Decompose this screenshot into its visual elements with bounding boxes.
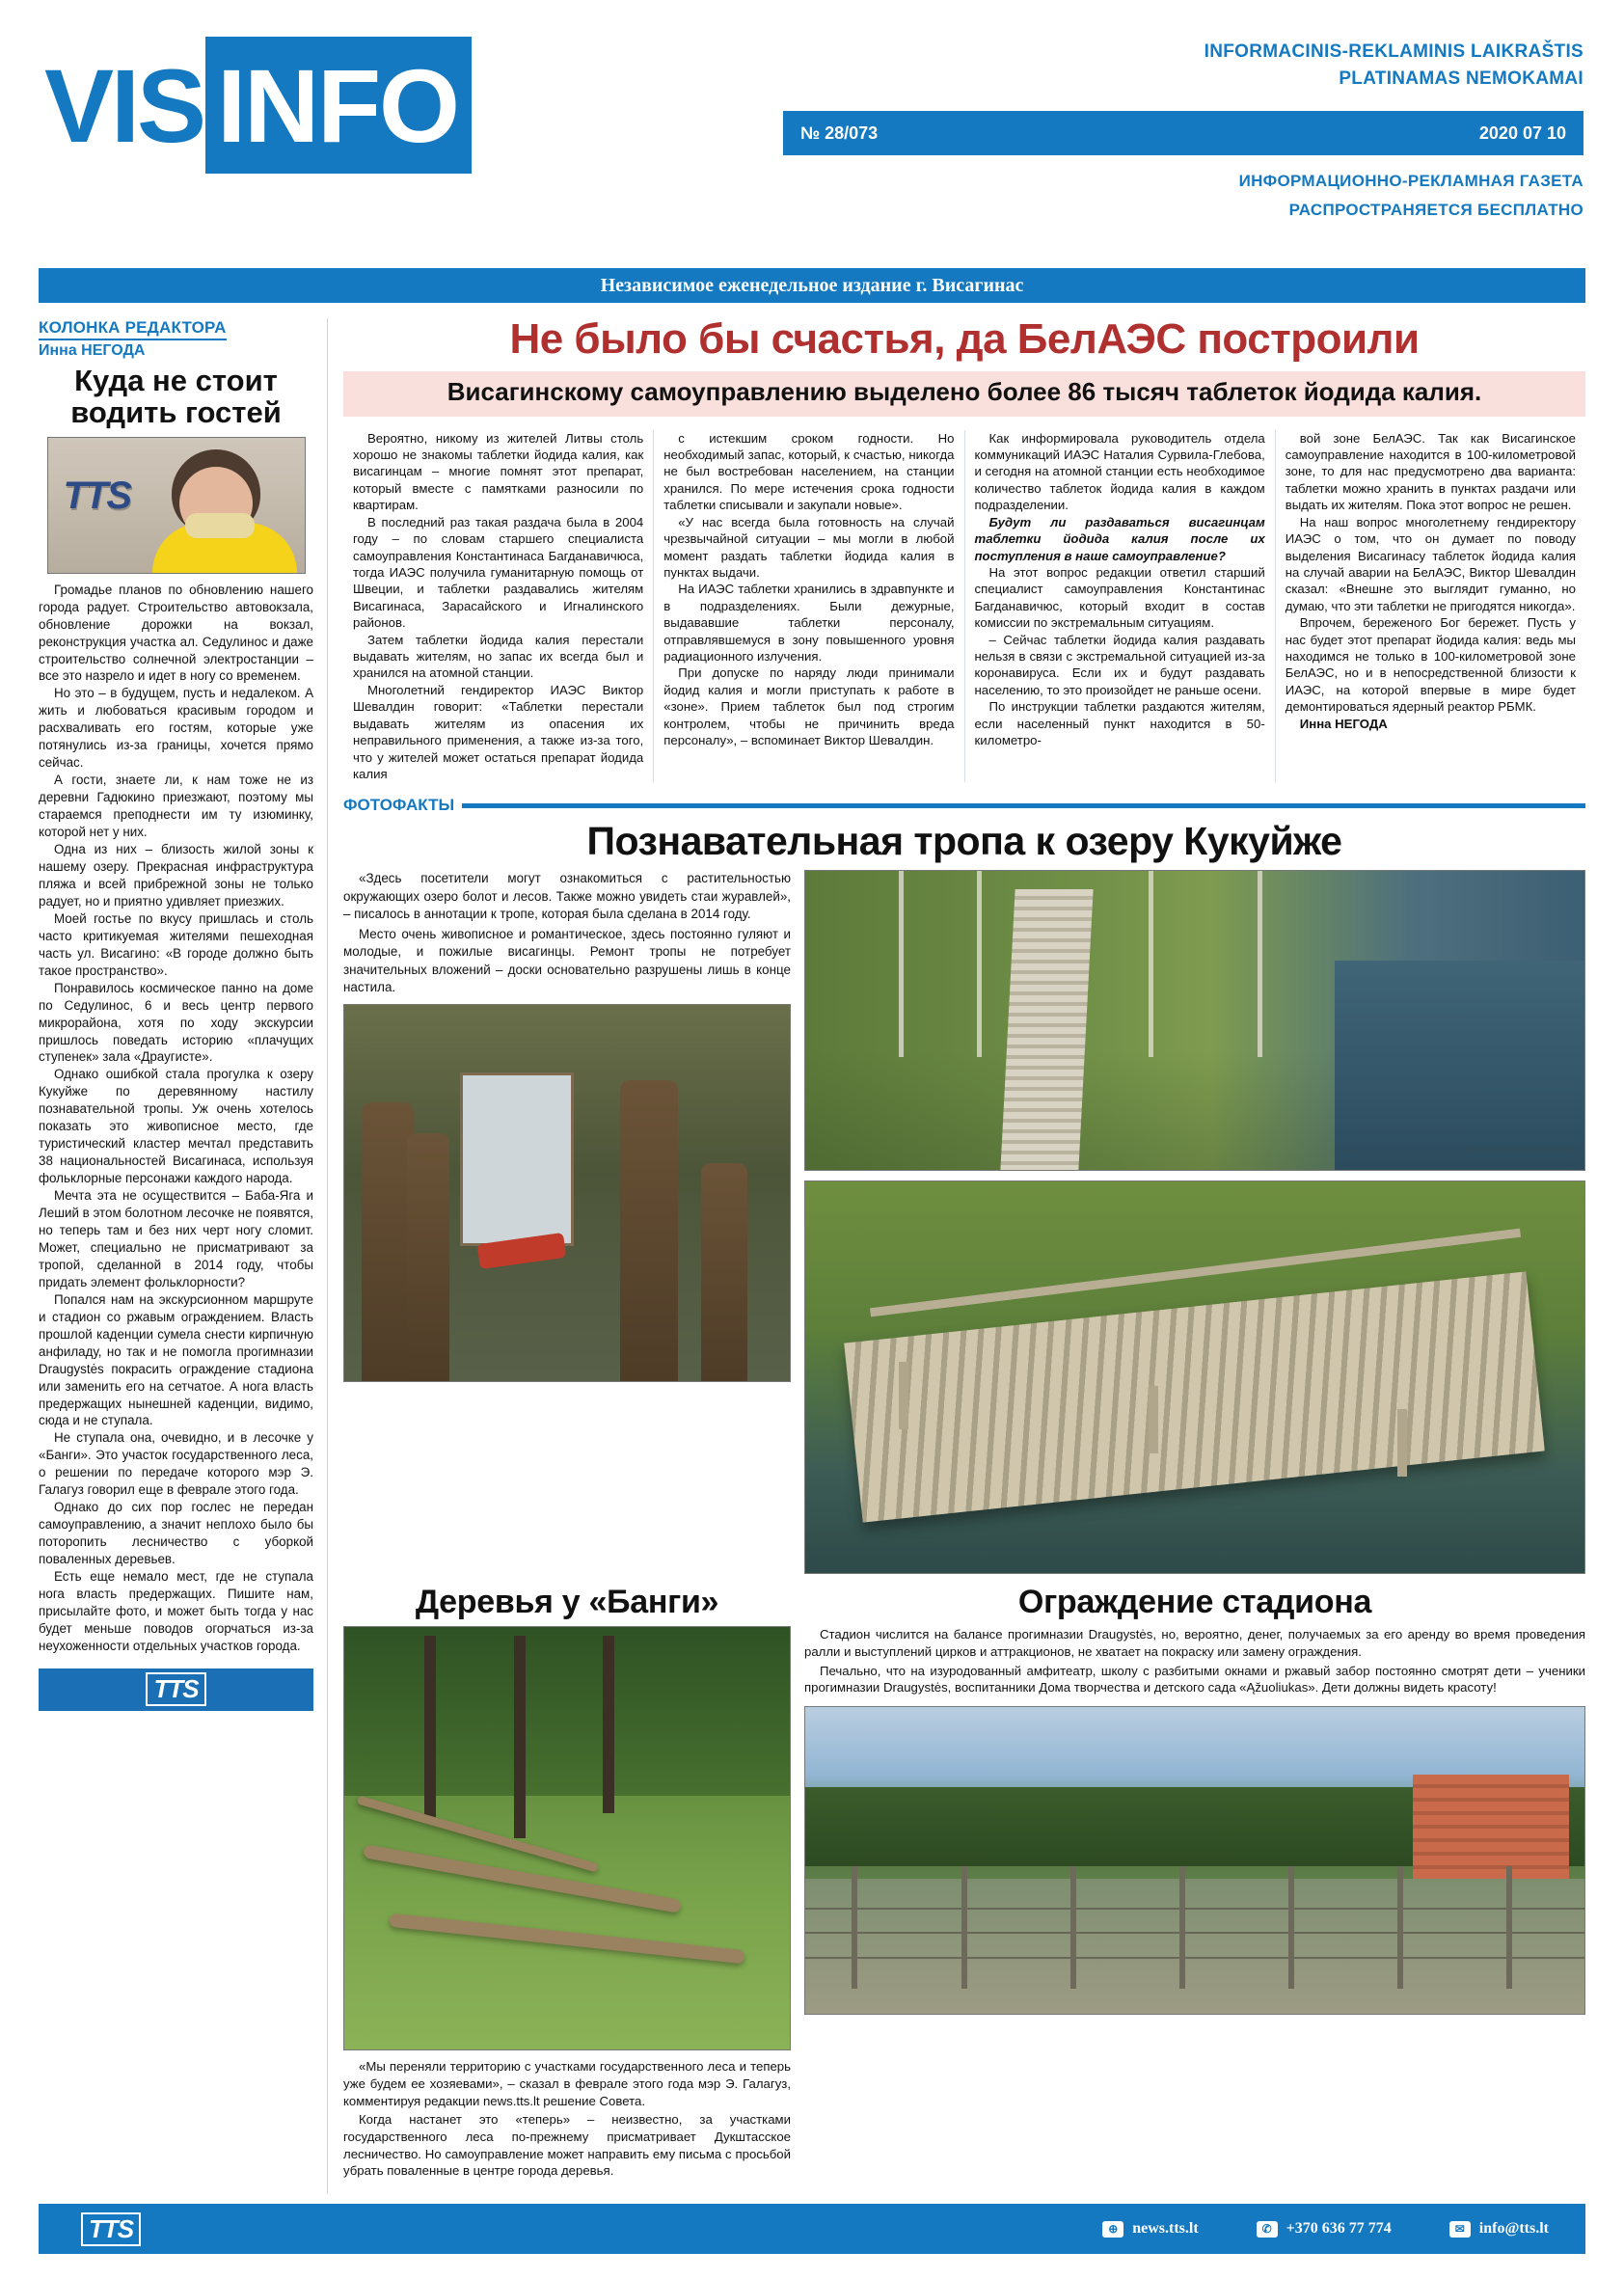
bridge-post xyxy=(1397,1409,1407,1477)
article-column-1 xyxy=(343,430,653,783)
editor-paragraph: Попался нам на экскурсионном маршруте и стадион со ржавым ограждением. Власть прошлой каденции сумела снести кирпичную анфиладу, но так и не помогла прогимназии Draugystės покрасить ограждение стадиона или заменить его на сетчатое. А нога власть предержащих нынешней каденции, видимо, сюда и не ступала. xyxy=(39,1291,313,1428)
fence-post xyxy=(1397,1866,1403,1989)
footer-website-label: news.tts.lt xyxy=(1132,2220,1199,2237)
masthead-ru-line1: ИНФОРМАЦИОННО-РЕКЛАМНАЯ ГАЗЕТА xyxy=(1238,172,1583,191)
article-paragraph: Как информировала руководитель отдела коммуникаций ИАЭС Наталия Сурвила-Глебова, и сегодня на атомной станции есть необходимое количество таблеток йодида калия в каждом подразделении. xyxy=(974,430,1265,513)
tagline-bar: Независимое еженедельное издание г. Висагинас xyxy=(39,268,1585,303)
editor-paragraph: Есть еще немало мест, где не ступала нога власть предержащих. Пишите нам, присылайте фото, и может быть тогда у нас будет меньше поводов огорчаться из-за неухоженности отдельных участков города. xyxy=(39,1569,313,1653)
fence-wire xyxy=(805,1932,1584,1934)
article-signature: Инна НЕГОДА xyxy=(1299,716,1388,731)
lake-water xyxy=(1335,961,1584,1170)
boardwalk-path xyxy=(1000,889,1093,1170)
editor-paragraph: Понравилось космическое панно на доме по Седулинос, 6 и весь центр первого микрорайона, хотя по ходу экскурсии пришлось поведать историю «плачущих ступенек» зала «Драугисте». xyxy=(39,980,313,1065)
page-footer xyxy=(39,2204,1585,2254)
masthead-info-block xyxy=(783,39,1583,222)
main-column xyxy=(328,315,1585,2194)
photofacts-left-block xyxy=(343,870,791,1574)
footer-contact-items xyxy=(183,2220,1585,2238)
fence-post xyxy=(961,1866,967,1989)
birch-trunk xyxy=(899,871,904,1056)
fence-wire xyxy=(805,1957,1584,1959)
editor-column-author: Инна НЕГОДА xyxy=(39,342,146,359)
editor-column xyxy=(39,318,328,2194)
photofacts-paragraph: Место очень живописное и романтическое, здесь постоянно гуляют и молодые, и пожилые висагинцы. Ремонт тропы не потребует значительных вложений – доски основательно разрушены лишь в конце настила. xyxy=(343,927,791,994)
stadium-story-caption xyxy=(804,1626,1585,1696)
article-paragraph: В последний раз такая раздача была в 2004 году – по словам старшего специалиста самоуправления Константинаса Багданавичюса, тогда ИАЭС получила гуманитарную помощь от Швеции, и таблетки раздавались жителям Висагинаса, Зарасайского и Игналинского районов. xyxy=(353,514,644,631)
forest-canopy xyxy=(344,1627,790,1796)
wooden-sculptures-photo xyxy=(343,1004,791,1382)
photofacts-kicker-row xyxy=(343,796,1585,815)
mail-icon: ✉ xyxy=(1449,2221,1471,2238)
photofacts-intro-text xyxy=(343,870,791,996)
fallen-trees-photo xyxy=(343,1626,791,2050)
totem-figure xyxy=(701,1163,747,1381)
photofacts-paragraph: «Здесь посетители могут ознакомиться с растительностью окружающих озеро болот и лесов. Также можно увидеть стаи журавлей», – писалось в аннотации к тропе, которая была сделана в 2014 году. xyxy=(343,871,791,921)
caption-paragraph: Когда настанет это «теперь» – неизвестно, за участками государственного леса по-прежнему присматривает Дукштасское лесничество. Но самоуправление может направить ему письма с просьбой убрать поваленные в центре города деревья. xyxy=(343,2112,791,2179)
logo-vis-text: VIS xyxy=(44,47,204,164)
trees-story-title: Деревья у «Банги» xyxy=(415,1584,719,1621)
portrait-scarf xyxy=(185,513,255,538)
caption-paragraph: Печально, что на изуродованный амфитеатр, школу с разбитыми окнами и ржавый забор постоянно смотрят дети – ученики прогимназии Draugystės, воспитанники Дома творчества и детского сада «Ąžuoliukas». Дети должны видеть красоту! xyxy=(804,1663,1585,1696)
lead-article-columns xyxy=(343,430,1585,783)
article-paragraph: Вероятно, никому из жителей Литвы столь хорошо не знакомы таблетки йодида калия, как висагинцам – многие помнят этот препарат, который вместе с памятками разносили по квартирам. xyxy=(353,430,644,513)
boardwalk-through-bog-photo xyxy=(804,870,1585,1171)
article-paragraph: Многолетний гендиректор ИАЭС Виктор Шевалдин говорит: «Таблетки перестали выдавать жителям из опасения их неправильного применения, а также из-за того, что у жителей может остаться препарат йодида калия xyxy=(353,682,644,781)
pine-trunk xyxy=(603,1636,614,1813)
article-paragraph: Затем таблетки йодида калия перестали выдавать жителям, но запас их всегда был и хранился на атомной станции. xyxy=(353,632,644,681)
fallen-log xyxy=(389,1913,744,1964)
lead-subhead: Висагинскому самоуправлению выделено более 86 тысяч таблеток йодида калия. xyxy=(343,371,1585,417)
footer-email-label: info@tts.lt xyxy=(1478,2220,1549,2237)
footer-logo[interactable] xyxy=(39,2204,183,2254)
footer-logo-text: TTS xyxy=(81,2212,141,2246)
masthead-lt-line1: INFORMACINIS-REKLAMINIS LAIKRAŠTIS xyxy=(1204,41,1583,62)
totem-figure xyxy=(620,1080,678,1381)
birch-trunk xyxy=(977,871,982,1056)
article-question-paragraph: Будут ли раздаваться висагинцам таблетки йодида калия после их поступления в наше самоуправление? xyxy=(974,514,1265,563)
fallen-log xyxy=(364,1844,682,1913)
editor-paragraph: Не ступала она, очевидно, и в лесочке у «Банги». Это участок государственного леса, о решении по передаче которого мэр Э. Галагуз говорил еще в феврале этого года. xyxy=(39,1430,313,1498)
photofacts-main-title: Познавательная тропа к озеру Кукуйже xyxy=(586,819,1342,864)
article-column-4 xyxy=(1275,430,1585,783)
fence-post xyxy=(1288,1866,1294,1989)
stadium-field xyxy=(805,1879,1584,2014)
editor-column-tts-logo xyxy=(39,1669,313,1711)
editor-paragraph: Однако до сих пор гослес не передан самоуправлению, а значит неплохо было бы поторопить лесничество с уборкой поваленных деревьев. xyxy=(39,1500,313,1567)
tts-wall-sign: TTS xyxy=(63,474,131,517)
article-paragraph: вой зоне БелАЭС. Так как Висагинское самоуправление находится в 100-километровой зоне, то для нас предусмотрено два варианта: таблетки можно хранить в пунктах раздачи или выдать их жителям. Пока этот вопрос не решен. xyxy=(1285,430,1576,513)
apartment-building xyxy=(1413,1775,1569,1879)
editor-column-kicker: КОЛОНКА РЕДАКТОРА xyxy=(39,318,227,340)
info-board xyxy=(460,1072,574,1246)
stadium-fence-photo xyxy=(804,1706,1585,2015)
editor-portrait-photo xyxy=(47,437,306,574)
publication-logo[interactable] xyxy=(41,37,472,174)
footer-email[interactable] xyxy=(1449,2220,1549,2238)
fence-wire xyxy=(805,1908,1584,1910)
article-paragraph: На ИАЭС таблетки хранились в здравпункте и в подразделениях. Были дежурные, выдававшие таблетки персоналу, отправлявшемуся в зону повышенного уровня радиационного излучения. xyxy=(663,582,955,665)
editor-paragraph: Моей гостье по вкусу пришлась и столь часто критикуемая жителями пешеходная часть ул. Висагино: «В городе должно быть такое пространство». xyxy=(39,910,313,978)
footer-phone[interactable] xyxy=(1257,2220,1392,2238)
pine-trunk xyxy=(514,1636,526,1838)
fence-post xyxy=(852,1866,857,1989)
issue-date: 2020 07 10 xyxy=(1478,122,1566,143)
editor-paragraph: Мечта эта не осуществится – Баба-Яга и Леший в этом болотном лесочке не появятся, но теперь там и без них черт ногу сломит. Может, специально не присматривают за тропой, сделанной в 2014 году, чтобы придать элемент фольклорности? xyxy=(39,1188,314,1289)
trees-story-caption xyxy=(343,2058,791,2180)
editor-paragraph: Одна из них – близость жилой зоны к нашему озеру. Прекрасная инфраструктура пляжа и всей прибрежной зоны не только радует, но и приятно удивляет приезжих. xyxy=(39,842,313,909)
birch-trunk xyxy=(1149,871,1153,1056)
fence-post xyxy=(1179,1866,1185,1989)
photofacts-top-row xyxy=(343,870,1585,1574)
article-paragraph: Впрочем, береженого Бог бережет. Пусть у нас будет этот препарат йодида калия: ведь мы находимся не только в 100-километровой зоне БелАЭС, но и в непосредственной близости к ИАЭС, на которой впервые в мире будет демонтироваться ядерный реактор РБМК. xyxy=(1285,615,1576,715)
logo-info-text: INFO xyxy=(205,37,472,174)
fence-post xyxy=(1070,1866,1076,1989)
masthead xyxy=(0,0,1624,260)
article-paragraph: По инструкции таблетки раздаются жителям, если населенный пункт находится в 50-километро- xyxy=(974,699,1265,748)
editor-paragraph: Но это – в будущем, пусть и недалеком. А жить и любоваться красивым городом и расхваливать его гостям, которые уже потянулись из-за границы, хочется прямо сейчас. xyxy=(39,686,313,771)
article-paragraph: При допуске по наряду люди принимали йодид калия и могли приступать к работе в «зоне». Прием таблеток был под строгим контролем, чтобы не причинить вреда персоналу», – вспоминает Виктор Шевалдин. xyxy=(663,665,955,748)
photofacts-rule xyxy=(462,803,1585,808)
lead-headline: Не было бы счастья, да БелАЭС построили xyxy=(509,315,1420,363)
photofacts-kicker: ФОТОФАКТЫ xyxy=(343,796,455,815)
caption-paragraph: Стадион числится на балансе прогимназии Draugystės, но, вероятно, денег, получаемых за его аренду во время проведения ралли и выступлений цирков и аттракционов, не хватает на покраску или замену ограждения. xyxy=(804,1627,1585,1659)
article-paragraph: «У нас всегда была готовность на случай чрезвычайной ситуации – мы могли в любой момент раздать таблетки йодида калия в пунктах выдачи. xyxy=(663,514,955,580)
page-content xyxy=(39,315,1585,2194)
photofacts-right-block xyxy=(804,870,1585,1574)
phone-icon: ✆ xyxy=(1257,2221,1278,2238)
masthead-ru-line2: РАСПРОСТРАНЯЕТСЯ БЕСПЛАТНО xyxy=(1288,200,1583,219)
article-paragraph: На этот вопрос редакции ответил старший специалист самоуправления Константинас Багданавичюс, который входит в состав комиссии по экстремальным ситуациям. xyxy=(974,564,1265,631)
article-column-3 xyxy=(964,430,1275,783)
bridge-deck xyxy=(845,1272,1546,1523)
stadium-story-title: Ограждение стадиона xyxy=(1017,1584,1372,1621)
footer-phone-label: +370 636 77 774 xyxy=(1286,2220,1392,2237)
bridge-post xyxy=(1149,1386,1158,1453)
caption-paragraph: «Мы переняли территорию с участками государственного леса и теперь уже будем ее хозяевами», – сказал в феврале этого года мэр Э. Галагуз, комментируя редакции news.tts.lt решение Совета. xyxy=(343,2059,791,2108)
masthead-lt-line2: PLATINAMAS NEMOKAMAI xyxy=(1339,68,1583,89)
globe-icon: ⊕ xyxy=(1102,2221,1123,2238)
editor-paragraph: А гости, знаете ли, к нам тоже не из деревни Гадюкино приезжают, поэтому мы стараемся преподнести им ту изюминку, которой нет у них. xyxy=(39,773,313,840)
trees-story xyxy=(343,1586,791,2194)
pine-trunk xyxy=(424,1636,436,1822)
editor-paragraph: Однако ошибкой стала прогулка к озеру Кукуйже по деревянному настилу познавательной тропы. Уж очень хотелось показать это живописное место, где туристический кластер мечтал представить 38 национальностей Висагинаса, используя фольклорные персонажи каждого народа. xyxy=(39,1067,313,1186)
article-column-2 xyxy=(653,430,963,783)
photofacts-bottom-row xyxy=(343,1586,1585,2194)
tts-logo-text: TTS xyxy=(146,1672,205,1706)
issue-number: № 28/073 xyxy=(800,122,879,143)
issue-bar xyxy=(783,111,1583,155)
birch-trunk xyxy=(1258,871,1262,1056)
editor-column-title: Куда не стоит водить гостей xyxy=(70,364,282,429)
editor-column-body xyxy=(39,582,313,1655)
wooden-bridge-photo xyxy=(804,1180,1585,1574)
footer-website[interactable] xyxy=(1102,2220,1198,2238)
article-paragraph: На наш вопрос многолетнему гендиректору ИАЭС о том, что он думает по поводу выделения Висагинасу таблеток йодида калия на случай аварии на БелАЭС, Виктор Шевалдин сказал: «Внешне это выглядит гуманно, но думаю, что эти таблетки не пригодятся никогда». xyxy=(1285,514,1576,613)
totem-figure xyxy=(407,1133,449,1381)
editor-paragraph: Громадье планов по обновлению нашего города радует. Строительство автовокзала, обновление дорожки на вокзал, реконструкция участка ал. Седулинос и даже строительство солнечной электростанции – все это назрело и идет в ногу со временем. xyxy=(39,582,313,684)
article-paragraph: – Сейчас таблетки йодида калия раздавать нельзя в связи с экстремальной ситуацией из-за коронавируса. Если их и будут раздавать населению, то это произойдет не раньше осени. xyxy=(974,632,1265,697)
article-paragraph: с истекшим сроком годности. Но необходимый запас, который, к счастью, никогда не был востребован населением, на станции хранился. По мере истечения срока годности таблетки списывали и закупали новые». xyxy=(663,430,955,513)
bridge-post xyxy=(899,1362,908,1429)
stadium-story xyxy=(804,1586,1585,2194)
fence-post xyxy=(1506,1866,1512,1989)
